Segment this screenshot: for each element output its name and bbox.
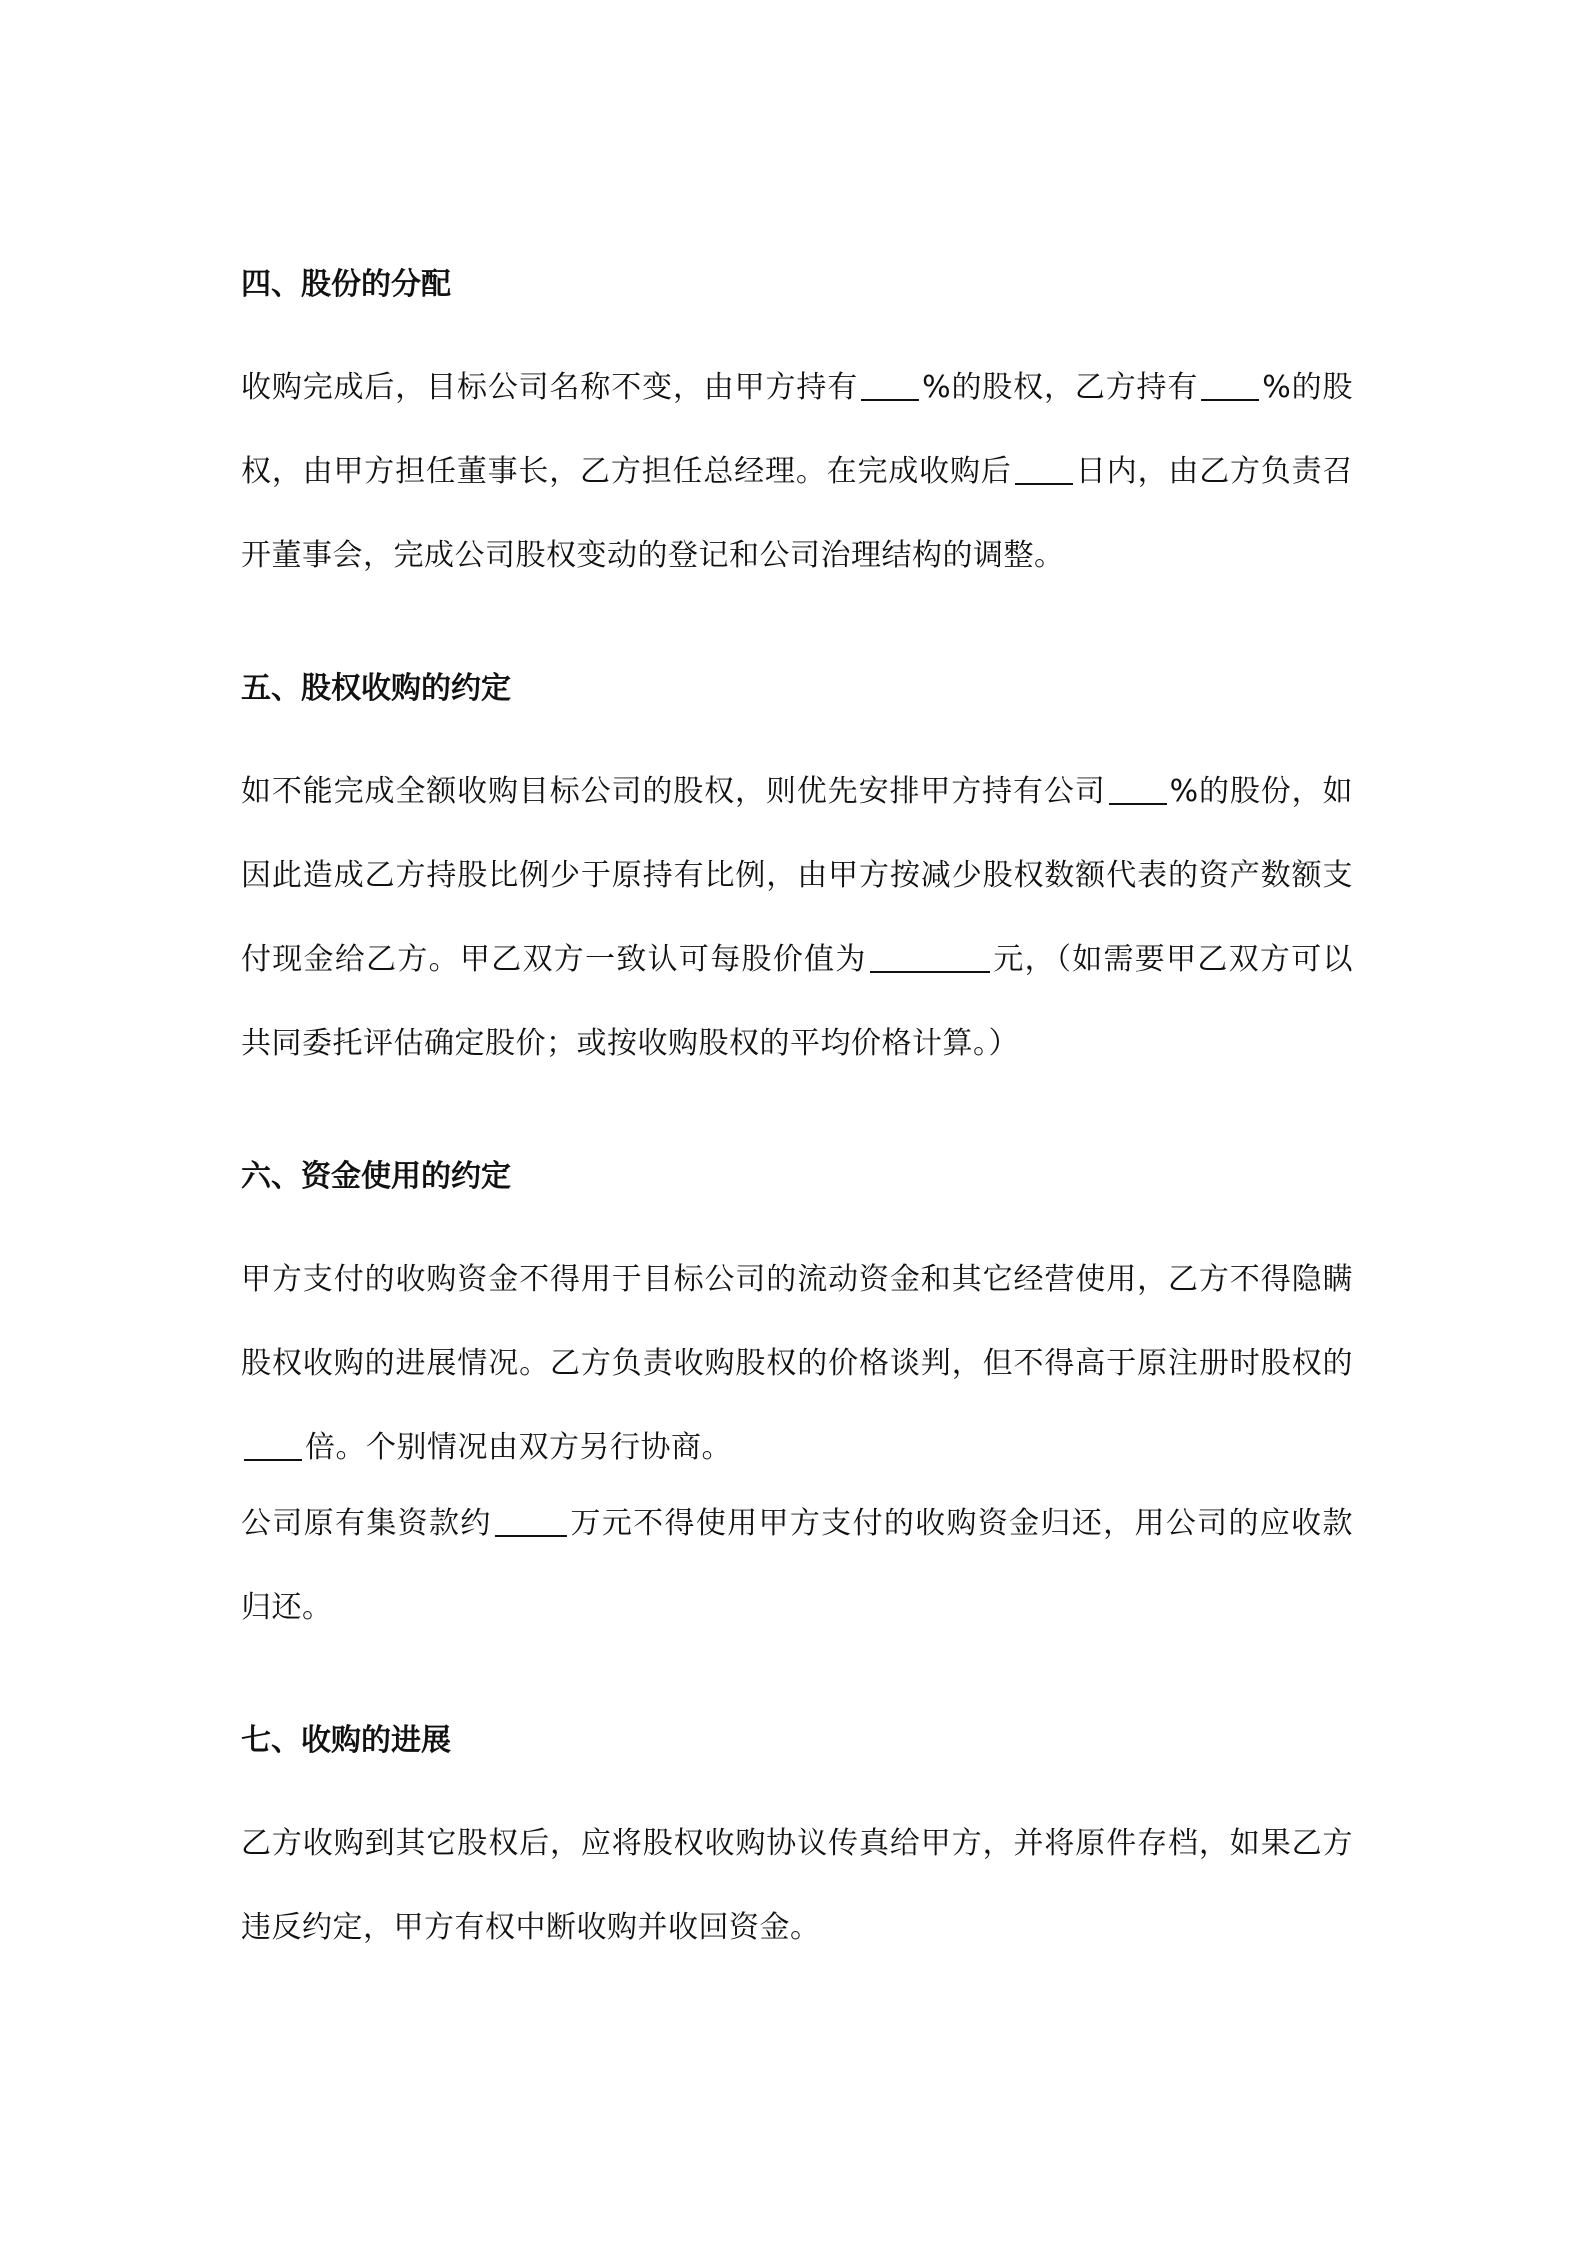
- section-fund-usage-terms: [241, 1154, 1353, 1650]
- section-paragraph: [241, 1482, 1353, 1650]
- section-paragraph: [241, 1802, 1353, 1970]
- text-run: 公司原有集资款约: [241, 1506, 492, 1541]
- text-run: 甲方支付的收购资金不得用于目标公司的流动资金和其它经营使用，乙方不得隐瞒股权收购的进展情况。乙方负责收购股权的价格谈判，但不得高于原注册时股权的: [241, 1262, 1353, 1381]
- fill-in-blank: [495, 1507, 567, 1537]
- fill-in-blank: [870, 943, 990, 973]
- section-paragraph: [241, 1238, 1353, 1490]
- text-run: 倍。个别情况由双方另行协商。: [305, 1430, 732, 1465]
- section-heading: 四、股份的分配: [241, 267, 451, 302]
- document-content: [241, 262, 1353, 2038]
- section-paragraph: [241, 346, 1353, 598]
- section-equity-acquisition-terms: [241, 666, 1353, 1086]
- text-run: 元，（如需要甲乙双方可以共同委托评估确定股价；或按收购股权的平均价格计算。）: [241, 942, 1353, 1061]
- section-heading: 五、股权收购的约定: [241, 671, 511, 706]
- text-run: 万元不得使用甲方支付的收购资金归还，用公司的应收款归还。: [241, 1506, 1354, 1625]
- section-heading: 七、收购的进展: [241, 1723, 451, 1758]
- section-paragraph: [241, 750, 1353, 1086]
- fill-in-blank: [244, 1431, 302, 1461]
- text-run: %的股权，乙方持有: [922, 370, 1199, 405]
- fill-in-blank: [1109, 775, 1167, 805]
- section-acquisition-progress: [241, 1718, 1353, 1970]
- text-run: 收购完成后，目标公司名称不变，由甲方持有: [241, 370, 859, 405]
- section-heading: 六、资金使用的约定: [241, 1159, 511, 1194]
- text-run: %的股份，如因此造成乙方持股比例少于原持有比例，由甲方按减少股权数额代表的资产数额支付现金给乙方。甲乙双方一致认可每股价值为: [241, 774, 1353, 977]
- fill-in-blank: [1015, 455, 1073, 485]
- text-run: 日内，由乙方负责召开董事会，完成公司股权变动的登记和公司治理结构的调整。: [241, 454, 1354, 573]
- text-run: 乙方收购到其它股权后，应将股权收购协议传真给甲方，并将原件存档，如果乙方违反约定，甲方有权中断收购并收回资金。: [241, 1826, 1353, 1945]
- text-run: %的股权，由甲方担任董事长，乙方担任总经理。在完成收购后: [241, 370, 1353, 489]
- text-run: 如不能完成全额收购目标公司的股权，则优先安排甲方持有公司: [241, 774, 1106, 809]
- fill-in-blank: [1201, 371, 1259, 401]
- section-share-distribution: [241, 262, 1353, 598]
- fill-in-blank: [861, 371, 919, 401]
